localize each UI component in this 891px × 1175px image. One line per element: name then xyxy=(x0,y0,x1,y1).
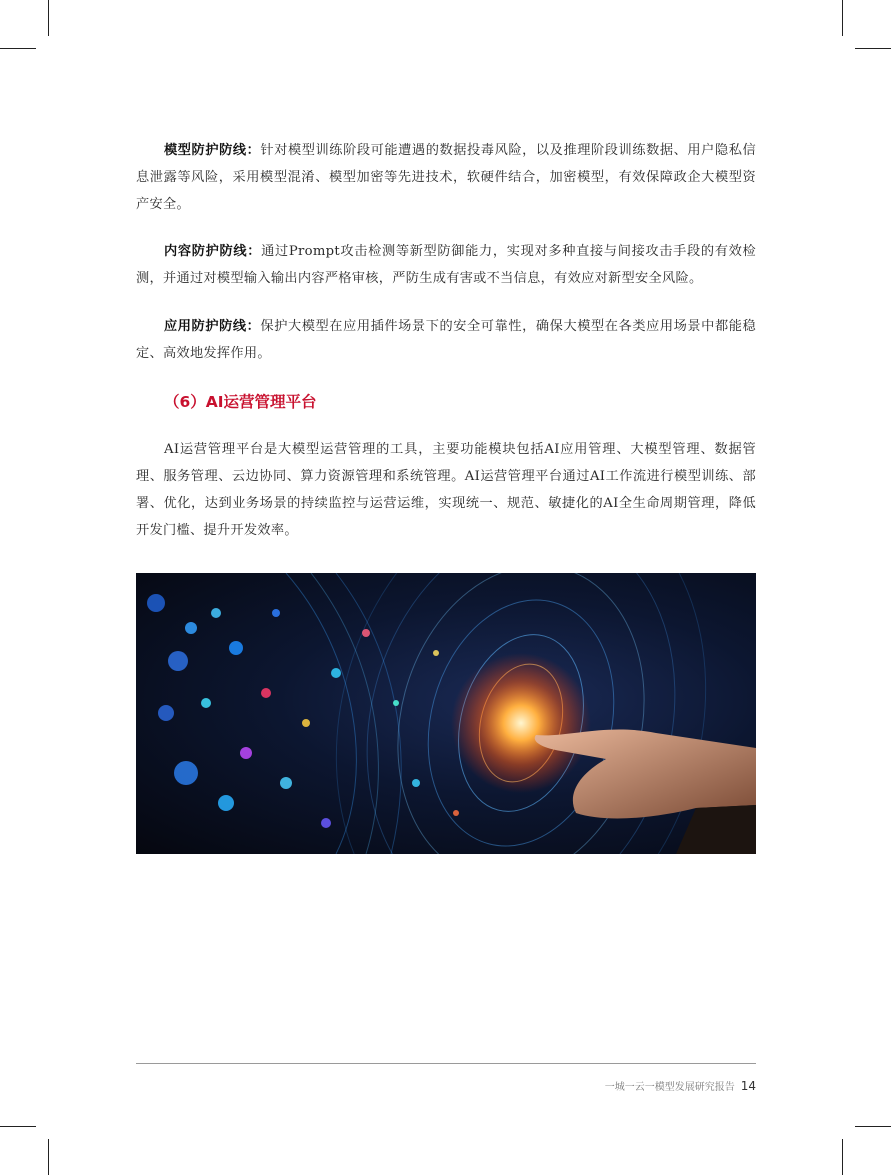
page-footer xyxy=(605,1078,756,1093)
paragraph-text: 通过Prompt攻击检测等新型防御能力，实现对多种直接与间接攻击手段的有效检测，并通过对模型输入输出内容严格审核，严防生成有害或不当信息，有效应对新型安全风险。 xyxy=(136,244,756,286)
crop-mark xyxy=(0,1126,36,1127)
footer-title: 一城一云一模型发展研究报告 xyxy=(604,1082,735,1093)
paragraph-text: 保护大模型在应用插件场景下的安全可靠性，确保大模型在各类应用场景中都能稳定、高效地发挥作用。 xyxy=(136,319,756,361)
crop-mark xyxy=(842,0,843,36)
section-body-paragraph: AI运营管理平台是大模型运营管理的工具，主要功能模块包括AI应用管理、大模型管理、数据管理、服务管理、云边协同、算力资源管理和系统管理。AI运营管理平台通过AI工作流进行模型训练、部署、优化，达到业务场景的持续监控与运营运维，实现统一、规范、敏捷化的AI全生命周期管理，降低开发门槛、提升开发效率。 xyxy=(136,442,756,538)
paragraph-text: 针对模型训练阶段可能遭遇的数据投毒风险，以及推理阶段训练数据、用户隐私信息泄露等风险，采用模型混淆、模型加密等先进技术，软硬件结合，加密模型，有效保障政企大模型资产安全。 xyxy=(136,143,756,212)
vortex-illustration xyxy=(136,573,756,854)
paragraph-lead: 内容防护防线： xyxy=(164,244,262,259)
content-defense-paragraph xyxy=(136,238,756,292)
crop-mark xyxy=(48,0,49,36)
paragraph-lead: 模型防护防线： xyxy=(164,143,261,158)
page-number: 14 xyxy=(740,1079,756,1093)
crop-mark xyxy=(855,1126,891,1127)
finger-touching-light-vortex-image xyxy=(136,573,756,854)
crop-mark xyxy=(842,1139,843,1175)
model-defense-paragraph xyxy=(136,137,756,218)
crop-mark xyxy=(48,1139,49,1175)
section-heading: （6）AI运营管理平台 xyxy=(164,393,317,411)
crop-mark xyxy=(855,48,891,49)
crop-mark xyxy=(0,48,36,49)
app-defense-paragraph xyxy=(136,313,756,367)
footer-divider xyxy=(136,1063,756,1064)
paragraph-lead: 应用防护防线： xyxy=(164,319,261,334)
